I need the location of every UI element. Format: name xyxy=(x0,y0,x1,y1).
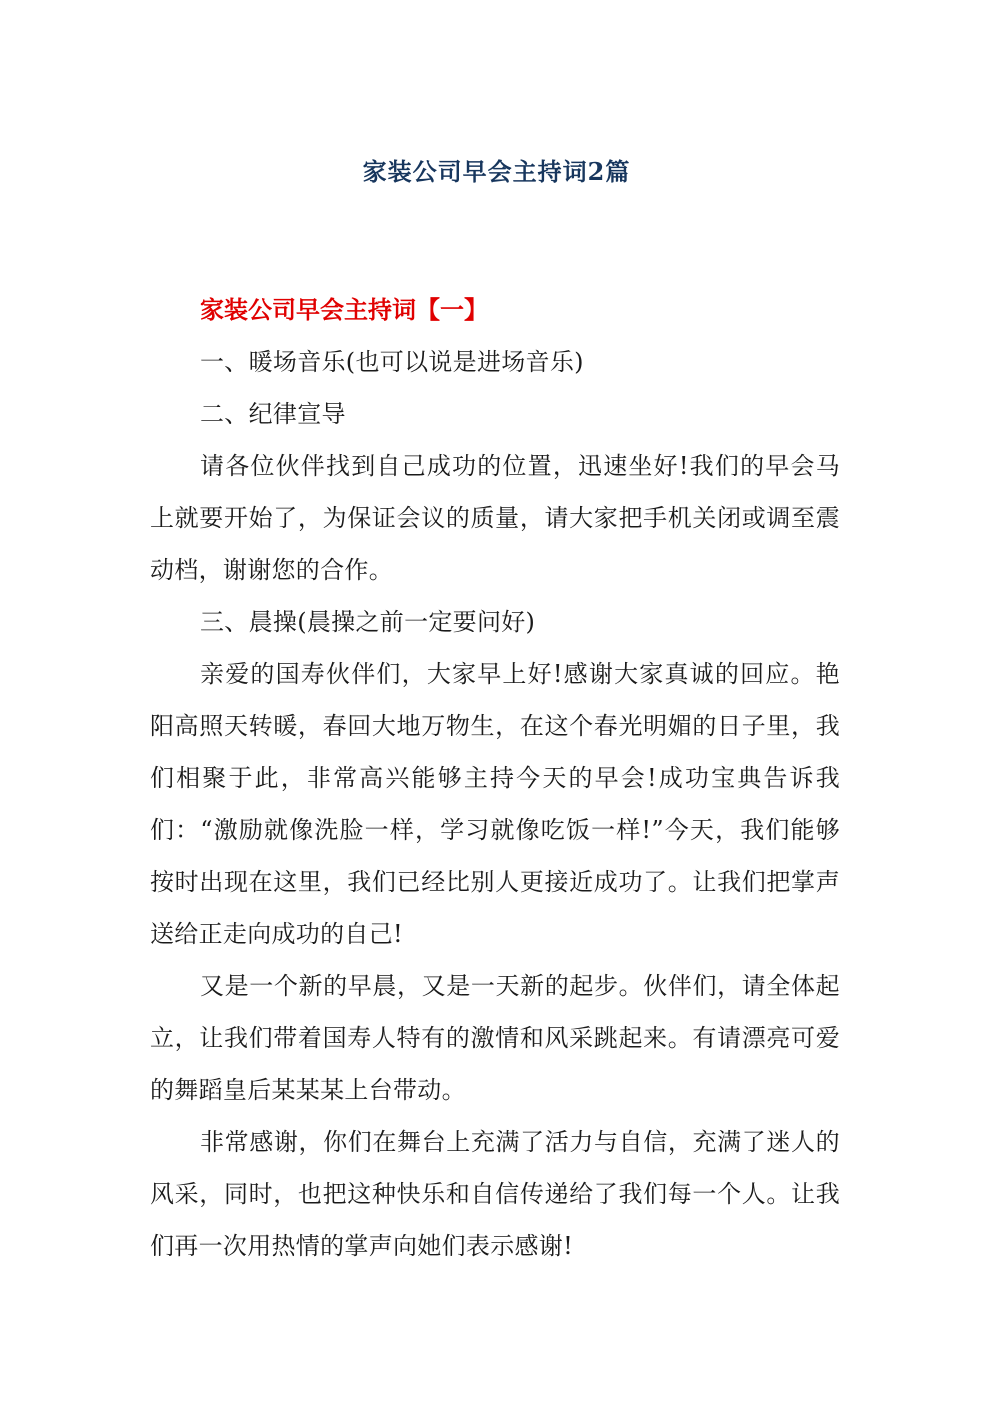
paragraph-thanks: 非常感谢，你们在舞台上充满了活力与自信，充满了迷人的风采，同时，也把这种快乐和自信传递给了我们每一个人。让我们再一次用热情的掌声向她们表示感谢! xyxy=(150,1128,840,1260)
document-body xyxy=(150,284,840,1272)
paragraph-discipline: 二、纪律宣导 xyxy=(200,400,346,428)
paragraph-new-morning: 又是一个新的早晨，又是一天新的起步。伙伴们，请全体起立，让我们带着国寿人特有的激情和风采跳起来。有请漂亮可爱的舞蹈皇后某某某上台带动。 xyxy=(150,972,840,1104)
paragraph-discipline-text: 请各位伙伴找到自己成功的位置，迅速坐好!我们的早会马上就要开始了，为保证会议的质量，请大家把手机关闭或调至震动档，谢谢您的合作。 xyxy=(150,452,840,584)
paragraph-morning-exercise: 三、晨操(晨操之前一定要问好) xyxy=(200,608,536,636)
document-title: 家装公司早会主持词2篇 xyxy=(362,157,631,186)
section-heading: 家装公司早会主持词【一】 xyxy=(200,295,488,324)
paragraph-greeting: 亲爱的国寿伙伴们，大家早上好!感谢大家真诚的回应。艳阳高照天转暖，春回大地万物生，在这个春光明媚的日子里，我们相聚于此，非常高兴能够主持今天的早会!成功宝典告诉我们：“激励就像洗脸一样，学习就像吃饭一样!”今天，我们能够按时出现在这里，我们已经比别人更接近成功了。让我们把掌声送给正走向成功的自己! xyxy=(150,660,840,948)
paragraph-warmup-music: 一、暖场音乐(也可以说是进场音乐) xyxy=(200,348,584,376)
